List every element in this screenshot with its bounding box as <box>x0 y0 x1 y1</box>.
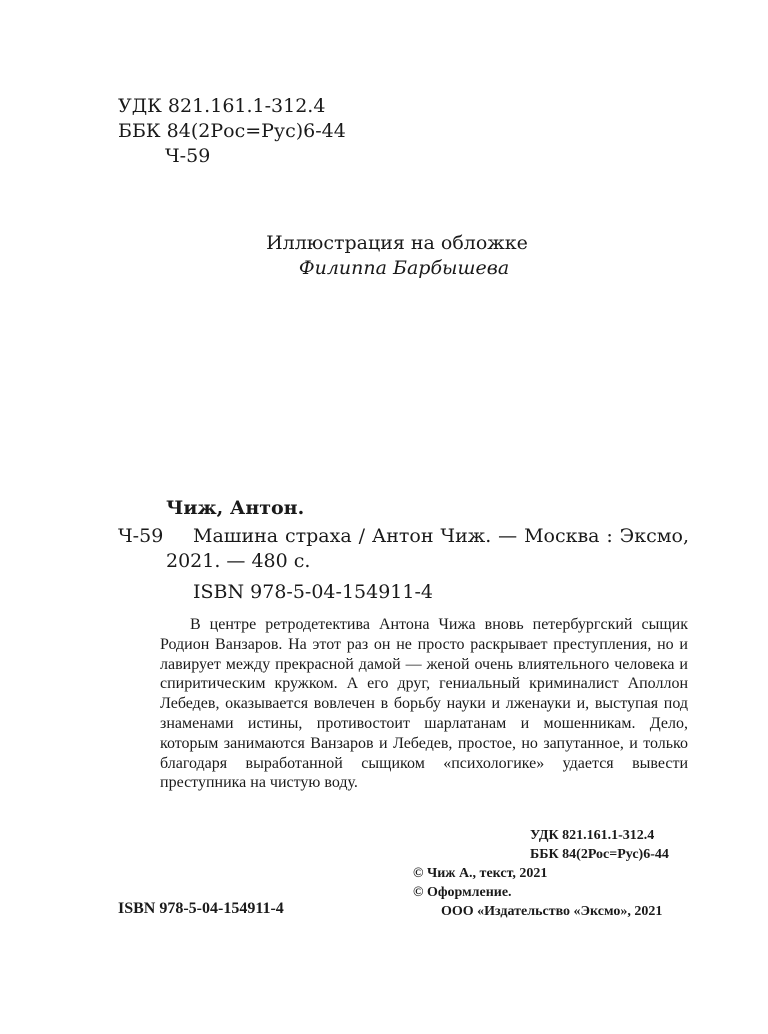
udk-code-top: УДК 821.161.1-312.4 <box>118 95 326 117</box>
bbk-code-top: ББК 84(2Рос=Рус)6-44 <box>118 120 346 142</box>
isbn-record: ISBN 978-5-04-154911-4 <box>193 581 433 603</box>
illustrator-name: Филиппа Барбышева <box>298 257 510 279</box>
author-heading: Чиж, Антон. <box>166 497 305 519</box>
title-line-1: Машина страха / Антон Чиж. — Москва : Эксмо, <box>193 525 689 547</box>
isbn-footer: ISBN 978-5-04-154911-4 <box>118 900 284 917</box>
illustration-caption: Иллюстрация на обложке <box>266 232 528 254</box>
udk-code-bottom: УДК 821.161.1-312.4 <box>530 828 655 843</box>
author-mark: Ч-59 <box>118 525 164 547</box>
publisher-copyright: ООО «Издательство «Эксмо», 2021 <box>441 904 663 919</box>
copyright-text: © Чиж А., текст, 2021 <box>413 866 548 881</box>
annotation-text: В центре ретродетектива Антона Чижа вновь петербургский сыщик Родион Ванзаров. На этот раз он не просто раскрывает преступления, но и лавирует между прекрасной дамой — женой очень влиятельного человека и спиритическим кружком. А его друг, гениальный криминалист Аполлон Лебедев, оказывается вовлечен в борьбу науки и лженауки и, выступая под знаменами истины, противостоит шарлатанам и мошенникам. Дело, которым занимаются Ванзаров и Лебедев, простое, но запутанное, и только благодаря выработанной сыщиком «психологике» удается вывести преступника на чистую воду. <box>160 616 688 792</box>
copyright-design: © Оформление. <box>413 885 512 900</box>
bbk-code-bottom: ББК 84(2Рос=Рус)6-44 <box>530 847 669 862</box>
author-mark-top: Ч-59 <box>165 145 211 167</box>
title-line-2: 2021. — 480 с. <box>166 550 311 572</box>
